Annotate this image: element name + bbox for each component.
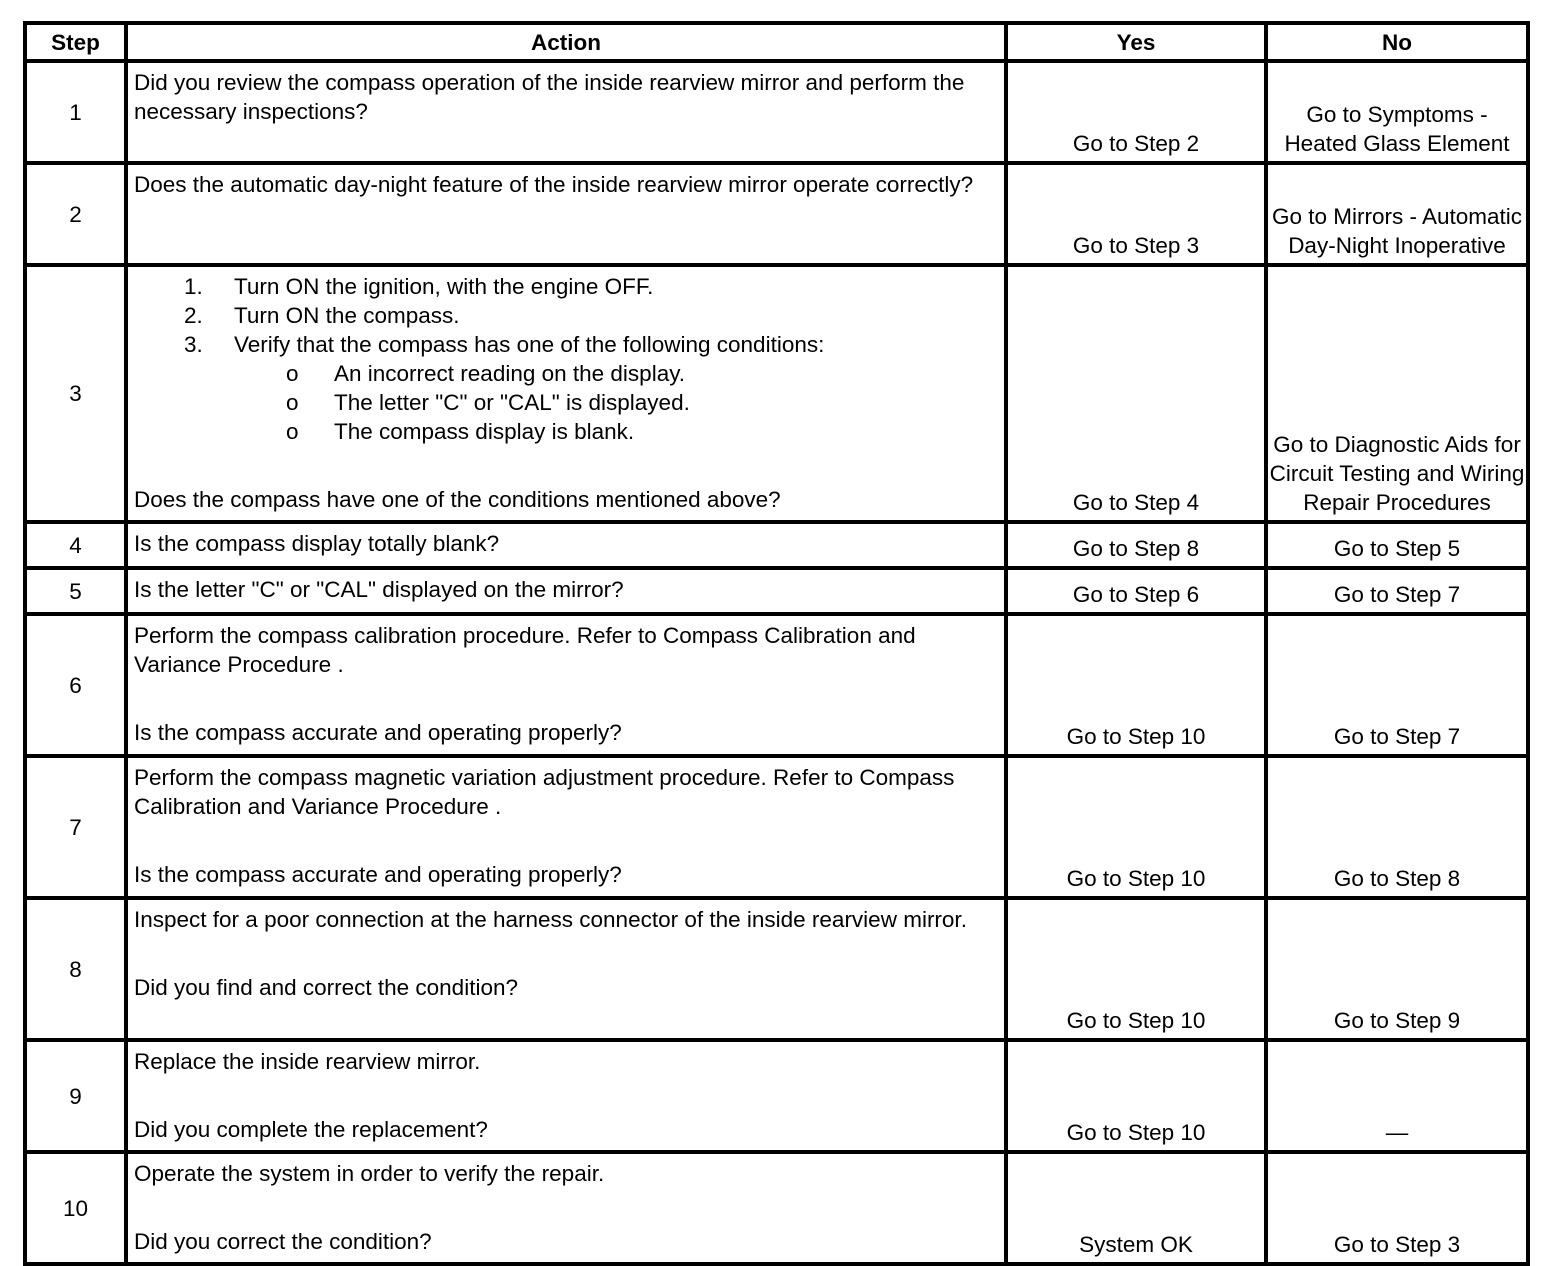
step-number: 8	[25, 898, 126, 1040]
bullet: o	[286, 419, 299, 444]
yes-cell: Go to Step 10	[1006, 756, 1266, 898]
header-step: Step	[25, 23, 126, 61]
action-text: Did you review the compass operation of the inside rearview mirror and perform the necessary inspections?	[134, 70, 965, 124]
bullet: o	[286, 361, 299, 386]
table-row	[25, 1152, 1528, 1264]
no-cell: Go to Step 9	[1266, 898, 1528, 1040]
action-cell	[126, 756, 1006, 898]
header-no: No	[1266, 23, 1528, 61]
list-number: 2.	[184, 303, 203, 328]
list-item	[134, 272, 998, 301]
action-question: Is the compass accurate and operating properly?	[134, 862, 622, 887]
action-cell	[126, 163, 1006, 265]
action-text: Perform the compass calibration procedure. Refer to Compass Calibration and Variance Procedure .	[134, 623, 916, 677]
step-number: 10	[25, 1152, 126, 1264]
sub-list-item	[234, 417, 998, 446]
table-row	[25, 614, 1528, 756]
table-row	[25, 61, 1528, 163]
table-row	[25, 568, 1528, 614]
yes-cell: System OK	[1006, 1152, 1266, 1264]
action-text: Does the automatic day-night feature of the inside rearview mirror operate correctly?	[134, 172, 974, 197]
action-cell: Is the letter "C" or "CAL" displayed on the mirror?	[126, 568, 1006, 614]
list-text: Verify that the compass has one of the following conditions:	[234, 332, 825, 357]
no-cell: Go to Step 5	[1266, 522, 1528, 568]
table-row	[25, 756, 1528, 898]
no-cell: Go to Step 8	[1266, 756, 1528, 898]
no-cell: Go to Mirrors - Automatic Day-Night Inoperative	[1266, 163, 1528, 265]
list-item	[134, 330, 998, 446]
yes-cell: Go to Step 8	[1006, 522, 1266, 568]
action-text: Operate the system in order to verify the repair.	[134, 1161, 605, 1186]
table-row	[25, 898, 1528, 1040]
action-question: Did you complete the replacement?	[134, 1117, 488, 1142]
action-question: Did you correct the condition?	[134, 1229, 432, 1254]
sub-list-text: An incorrect reading on the display.	[334, 361, 686, 386]
table-row	[25, 265, 1528, 522]
sub-list-text: The compass display is blank.	[334, 419, 635, 444]
table-row	[25, 163, 1528, 265]
no-cell: Go to Step 7	[1266, 568, 1528, 614]
list-text: Turn ON the ignition, with the engine OFF.	[234, 274, 654, 299]
step-number: 3	[25, 265, 126, 522]
action-cell: Is the compass display totally blank?	[126, 522, 1006, 568]
bullet: o	[286, 390, 299, 415]
list-number: 3.	[184, 332, 203, 357]
no-cell: Go to Step 7	[1266, 614, 1528, 756]
table-row	[25, 522, 1528, 568]
header-row	[25, 23, 1528, 61]
yes-cell: Go to Step 10	[1006, 1040, 1266, 1152]
yes-cell: Go to Step 2	[1006, 61, 1266, 163]
procedure-list	[134, 272, 998, 446]
list-number: 1.	[184, 274, 203, 299]
table-row	[25, 1040, 1528, 1152]
action-question: Did you find and correct the condition?	[134, 975, 518, 1000]
header-action: Action	[126, 23, 1006, 61]
action-question: Is the compass accurate and operating properly?	[134, 720, 622, 745]
step-number: 1	[25, 61, 126, 163]
step-number: 9	[25, 1040, 126, 1152]
action-cell	[126, 265, 1006, 522]
step-number: 5	[25, 568, 126, 614]
yes-cell: Go to Step 3	[1006, 163, 1266, 265]
list-item	[134, 301, 998, 330]
no-cell: Go to Step 3	[1266, 1152, 1528, 1264]
header-yes: Yes	[1006, 23, 1266, 61]
action-cell	[126, 898, 1006, 1040]
action-text: Inspect for a poor connection at the harness connector of the inside rearview mirror.	[134, 907, 967, 932]
action-question: Does the compass have one of the conditions mentioned above?	[134, 487, 781, 512]
yes-cell: Go to Step 10	[1006, 614, 1266, 756]
step-number: 7	[25, 756, 126, 898]
step-number: 6	[25, 614, 126, 756]
action-cell	[126, 61, 1006, 163]
no-cell: Go to Diagnostic Aids for Circuit Testing and Wiring Repair Procedures	[1266, 265, 1528, 522]
yes-cell: Go to Step 6	[1006, 568, 1266, 614]
sub-list-item	[234, 359, 998, 388]
no-cell: Go to Symptoms - Heated Glass Element	[1266, 61, 1528, 163]
action-cell	[126, 1152, 1006, 1264]
yes-cell: Go to Step 4	[1006, 265, 1266, 522]
action-cell	[126, 1040, 1006, 1152]
action-cell	[126, 614, 1006, 756]
action-text: Replace the inside rearview mirror.	[134, 1049, 481, 1074]
sub-list-item	[234, 388, 998, 417]
step-number: 4	[25, 522, 126, 568]
no-cell: —	[1266, 1040, 1528, 1152]
condition-list	[234, 359, 998, 446]
yes-cell: Go to Step 10	[1006, 898, 1266, 1040]
diagnostic-table	[23, 21, 1530, 1266]
action-text: Perform the compass magnetic variation adjustment procedure. Refer to Compass Calibration and Variance Procedure .	[134, 765, 955, 819]
list-text: Turn ON the compass.	[234, 303, 460, 328]
sub-list-text: The letter "C" or "CAL" is displayed.	[334, 390, 690, 415]
step-number: 2	[25, 163, 126, 265]
